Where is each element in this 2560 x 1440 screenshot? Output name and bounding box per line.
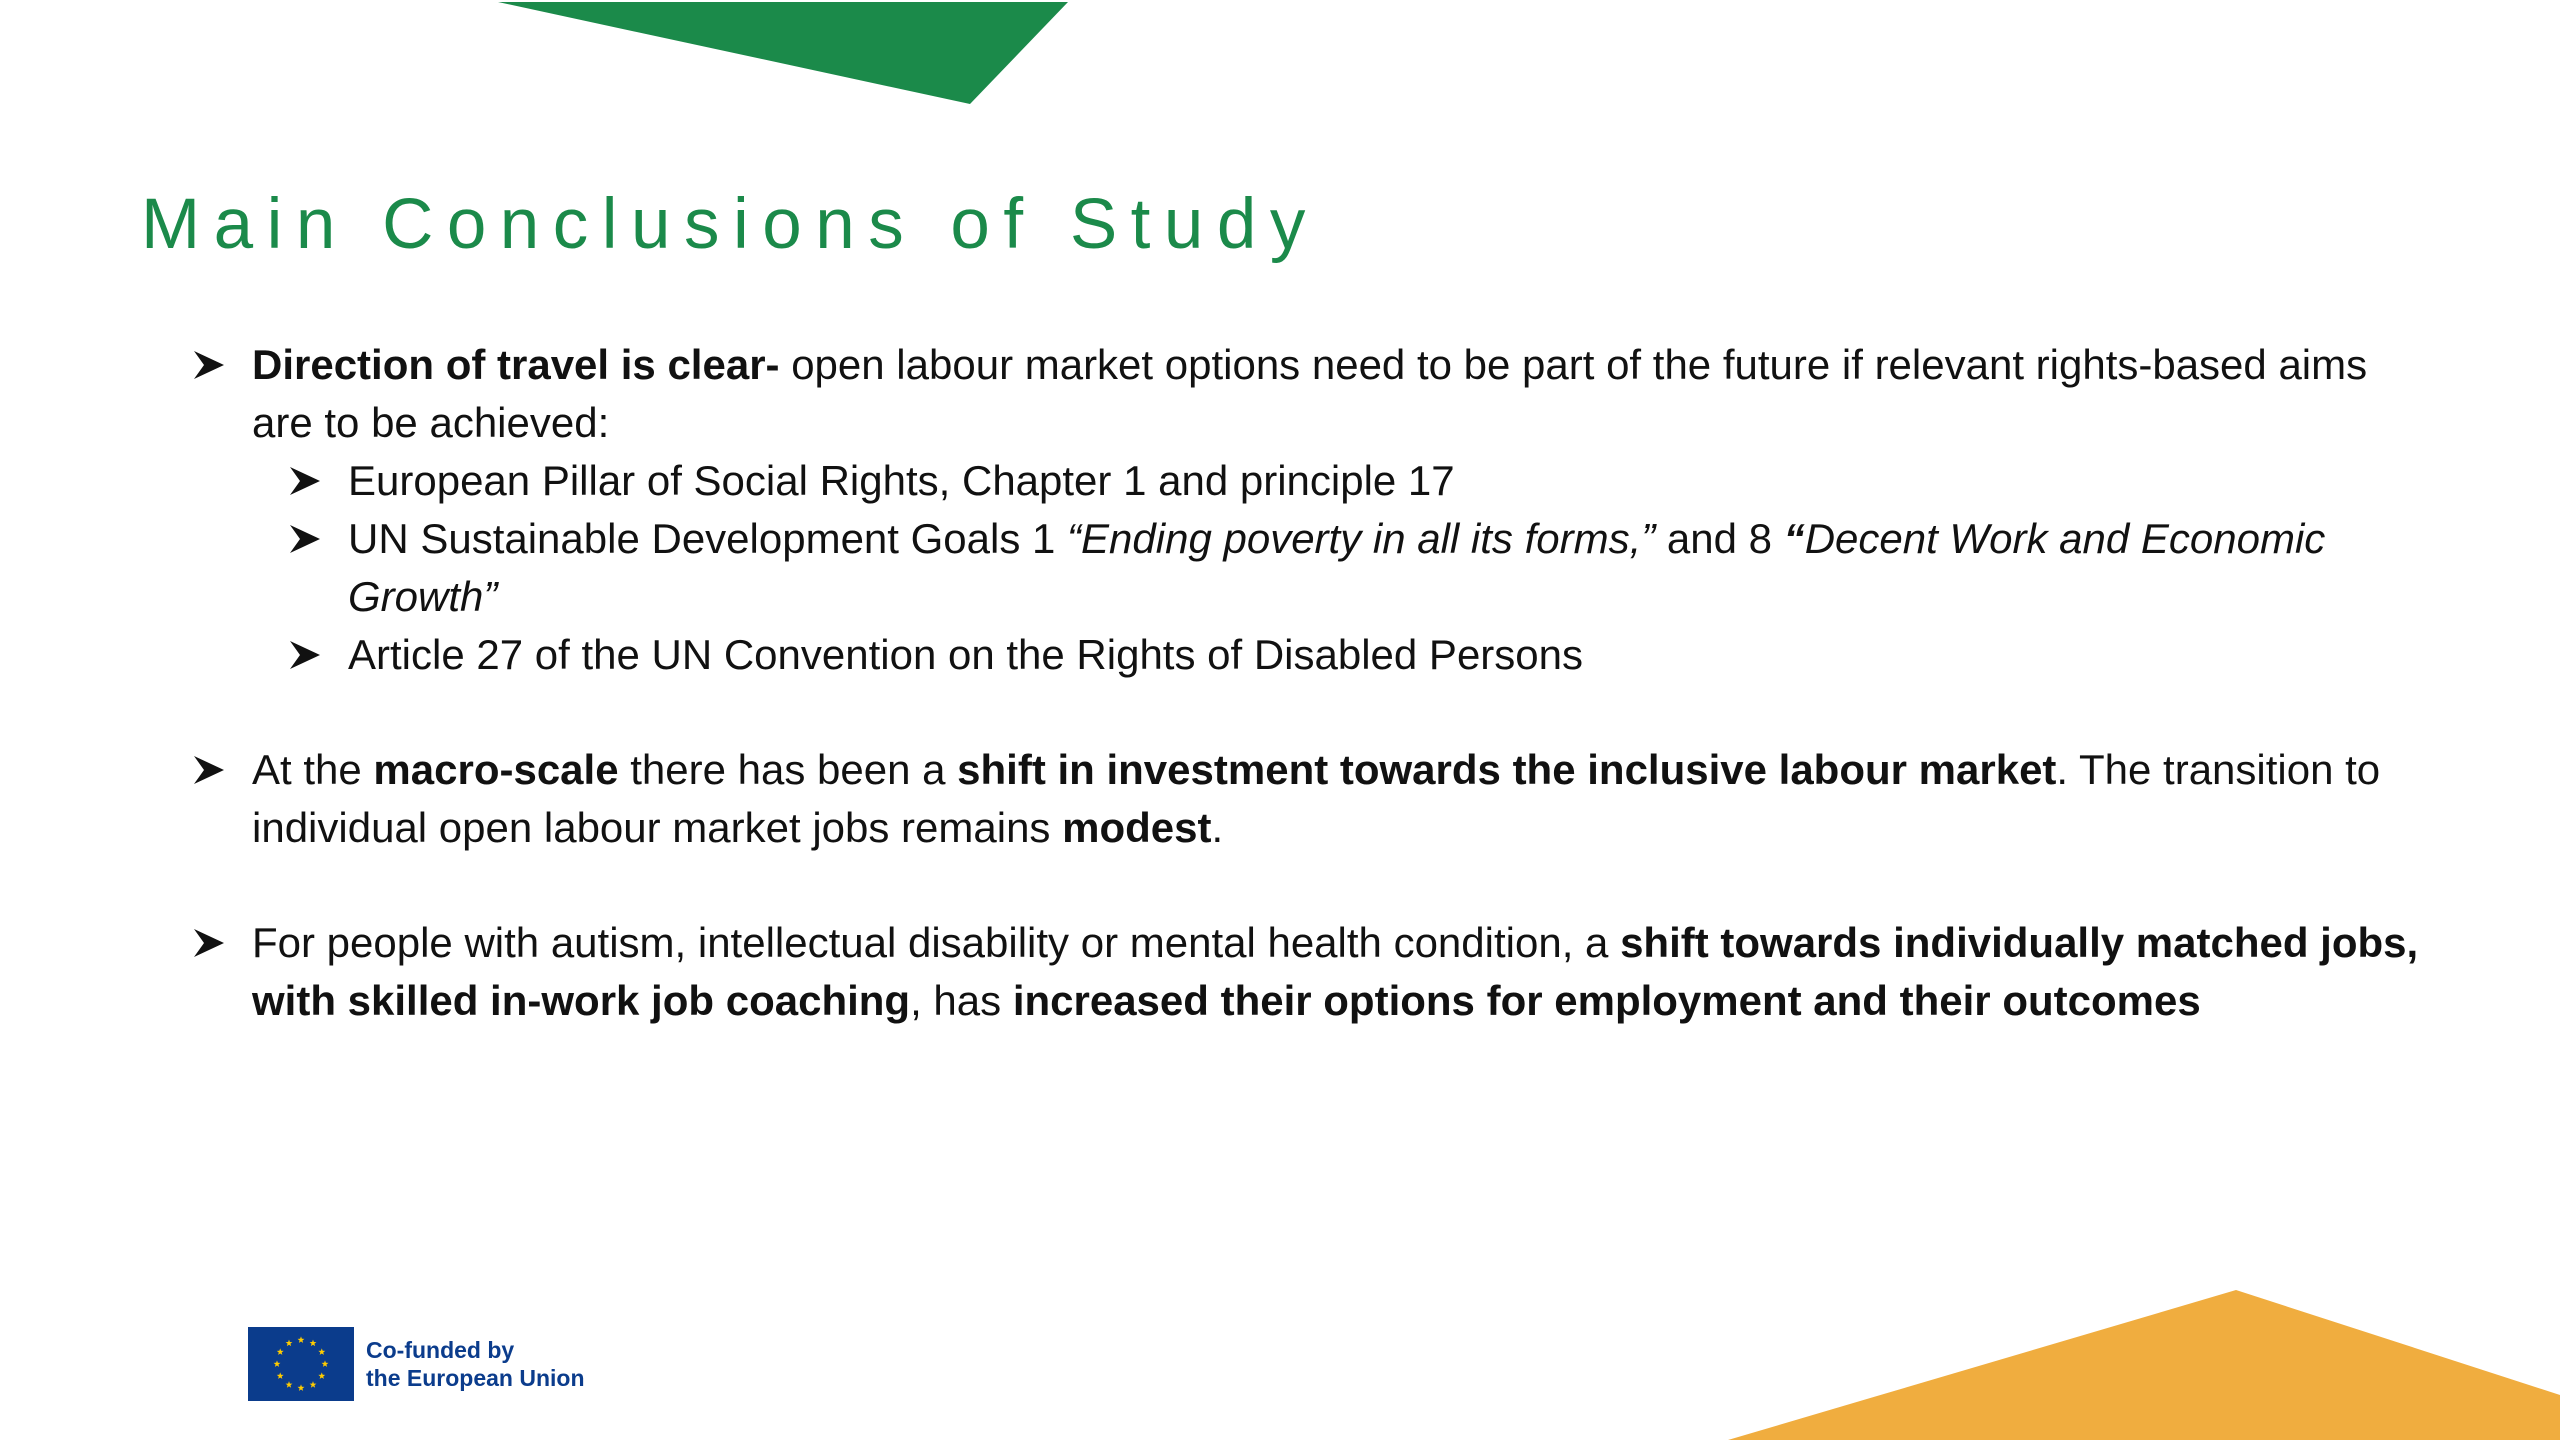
- sub-bullet-text-italic: Decent Work and Economic Growth”: [348, 515, 2326, 620]
- logo-line-1: Co-funded by: [366, 1337, 515, 1363]
- eu-flag-icon: [248, 1327, 354, 1401]
- bullet-text-normal: , has: [910, 977, 1013, 1024]
- sub-bullet-item: [192, 510, 2432, 626]
- bullet-text-normal: .: [1211, 804, 1224, 851]
- bullet-text-bold: macro-scale: [373, 746, 619, 793]
- bullet-text: [252, 341, 2367, 446]
- bullet-text: [252, 919, 2418, 1024]
- arrow-bullet-icon: [192, 926, 226, 960]
- bullet-item: [192, 336, 2432, 452]
- arrow-bullet-icon: [192, 348, 226, 382]
- sub-bullet-text: [348, 515, 2325, 620]
- bullet-item: [192, 741, 2432, 857]
- bullet-item: [192, 914, 2432, 1030]
- bullet-text-bold: shift in investment towards the inclusive labour market: [957, 746, 2057, 793]
- arrow-bullet-icon: [288, 464, 322, 498]
- bullet-text-bold: increased their options for employment and their outcomes: [1012, 977, 2201, 1024]
- bullet-text-normal: open labour market options need to be part of the future if relevant rights-based aims are to be achieved:: [252, 341, 2368, 446]
- bullet-list: [192, 336, 2432, 1030]
- green-banner-shape: [498, 2, 1068, 104]
- arrow-bullet-icon: [288, 638, 322, 672]
- sub-bullet-item: [192, 626, 2432, 684]
- logo-line-2: the European Union: [366, 1365, 585, 1391]
- sub-bullet-item: [192, 452, 2432, 510]
- sub-bullet-text-italic: “Ending poverty in all its forms,”: [1067, 515, 1656, 562]
- bullet-text-normal: At the: [252, 746, 374, 793]
- bullet-text-bold: modest: [1062, 804, 1212, 851]
- sub-bullet-text-normal: UN Sustainable Development Goals 1: [348, 515, 1068, 562]
- eu-cofunded-logo: [248, 1327, 666, 1401]
- page-title: Main Conclusions of Study: [141, 185, 1319, 264]
- bullet-text: [252, 746, 2380, 851]
- bullet-text-normal: there has been a: [618, 746, 958, 793]
- bullet-text-normal: . The transition to individual open labour market jobs remains: [252, 746, 2381, 851]
- bullet-text-normal: For people with autism, intellectual disability or mental health condition, a: [252, 919, 1621, 966]
- bullet-text-bold: Direction of travel is clear-: [252, 341, 780, 388]
- sub-bullet-text-normal: and 8: [1655, 515, 1784, 562]
- sub-bullet-text-bold-italic: “: [1783, 515, 1805, 562]
- arrow-bullet-icon: [192, 753, 226, 787]
- orange-corner-shape: [1728, 1290, 2560, 1440]
- bullet-text-bold: shift towards individually matched jobs, with skilled in-work job coaching: [252, 919, 2419, 1024]
- sub-bullet-text: Article 27 of the UN Convention on the Rights of Disabled Persons: [348, 631, 1584, 678]
- logo-text: [366, 1336, 666, 1392]
- arrow-bullet-icon: [288, 522, 322, 556]
- sub-bullet-text: European Pillar of Social Rights, Chapter 1 and principle 17: [348, 457, 1455, 504]
